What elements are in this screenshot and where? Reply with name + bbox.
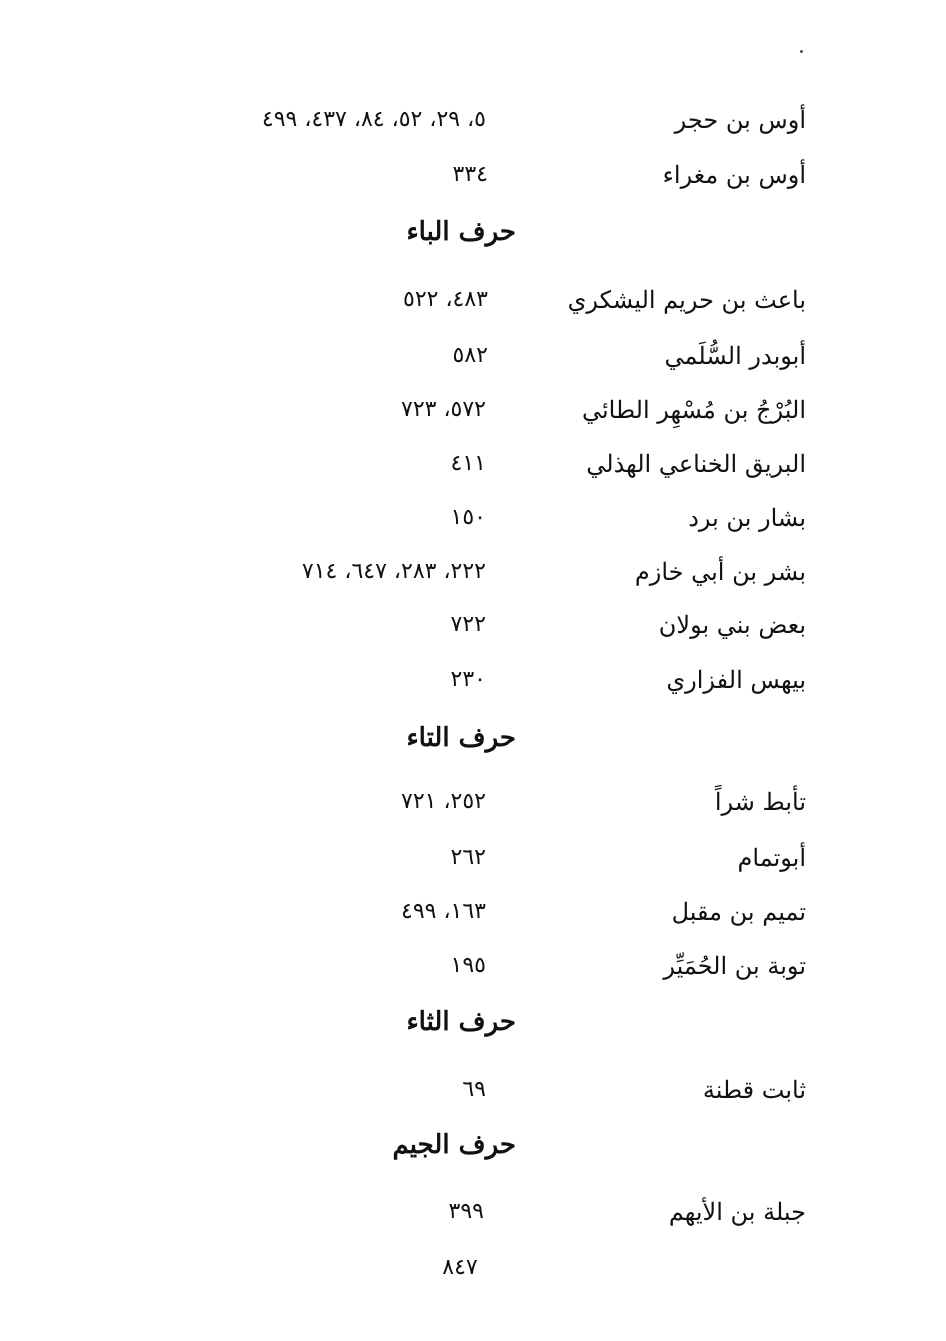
entry-pages: ٣٩٩: [448, 1199, 484, 1224]
entry-name: أوس بن مغراء: [662, 161, 806, 189]
speck-mark: [800, 50, 803, 53]
entry-name: بشر بن أبي خازم: [634, 558, 806, 586]
index-entry: [0, 498, 946, 538]
index-entry: [0, 660, 946, 700]
index-entry: [0, 444, 946, 484]
entry-name: بعض بني بولان: [658, 611, 806, 639]
entry-pages: ١٦٣، ٤٩٩: [401, 899, 486, 924]
index-entry: [0, 280, 946, 320]
entry-name: باعث بن حريم اليشكري: [567, 286, 806, 314]
index-entry: [0, 552, 946, 592]
entry-pages: ١٩٥: [450, 953, 486, 978]
entry-name: بيهس الفزاري: [666, 666, 806, 694]
entry-pages: ٤١١: [450, 451, 486, 476]
index-entry: [0, 100, 946, 140]
entry-name: توبة بن الحُمَيِّر: [663, 952, 806, 980]
entry-pages: ٣٣٤: [452, 162, 488, 187]
entry-name: البُرْجُ بن مُسْهِر الطائي: [581, 396, 806, 424]
section-heading-ta: حرف التاء: [406, 723, 516, 753]
section-heading-ba: حرف الباء: [406, 217, 516, 247]
entry-pages: ٧٢٢: [450, 612, 486, 637]
index-entry: [0, 1070, 946, 1110]
index-entry: [0, 782, 946, 822]
section-heading-jim: حرف الجيم: [392, 1130, 516, 1160]
index-entry: [0, 838, 946, 878]
entry-name: ثابت قطنة: [702, 1076, 806, 1104]
entry-pages: ٢٦٢: [450, 845, 486, 870]
entry-name: البريق الخناعي الهذلي: [586, 450, 806, 478]
entry-pages: ٥٧٢، ٧٢٣: [401, 397, 486, 422]
entry-name: تميم بن مقبل: [671, 898, 806, 926]
entry-pages: ٦٩: [462, 1077, 486, 1102]
entry-name: أبوتمام: [737, 844, 806, 872]
entry-pages: ٤٨٣، ٥٢٢: [403, 287, 488, 312]
page-number: ٨٤٧: [442, 1255, 478, 1280]
entry-name: أبوبدر السُّلَمي: [664, 342, 806, 370]
entry-pages: ٢٥٢، ٧٢١: [401, 789, 486, 814]
entry-name: تأبط شراً: [714, 788, 806, 816]
entry-name: جبلة بن الأيهم: [668, 1198, 806, 1226]
entry-pages: ١٥٠: [450, 505, 486, 530]
index-entry: [0, 336, 946, 376]
entry-pages: ٥، ٢٩، ٥٢، ٨٤، ٤٣٧، ٤٩٩: [261, 107, 486, 132]
index-entry: [0, 155, 946, 195]
entry-pages: ٥٨٢: [452, 343, 488, 368]
index-entry: [0, 605, 946, 645]
entry-name: بشار بن برد: [688, 504, 806, 532]
index-entry: [0, 390, 946, 430]
entry-name: أوس بن حجر: [674, 106, 806, 134]
index-entry: [0, 946, 946, 986]
entry-pages: ٢٣٠: [450, 667, 486, 692]
section-heading-tha: حرف الثاء: [406, 1007, 516, 1037]
index-entry: [0, 892, 946, 932]
entry-pages: ٢٢٢، ٢٨٣، ٦٤٧، ٧١٤: [301, 559, 486, 584]
index-entry: [0, 1192, 946, 1232]
